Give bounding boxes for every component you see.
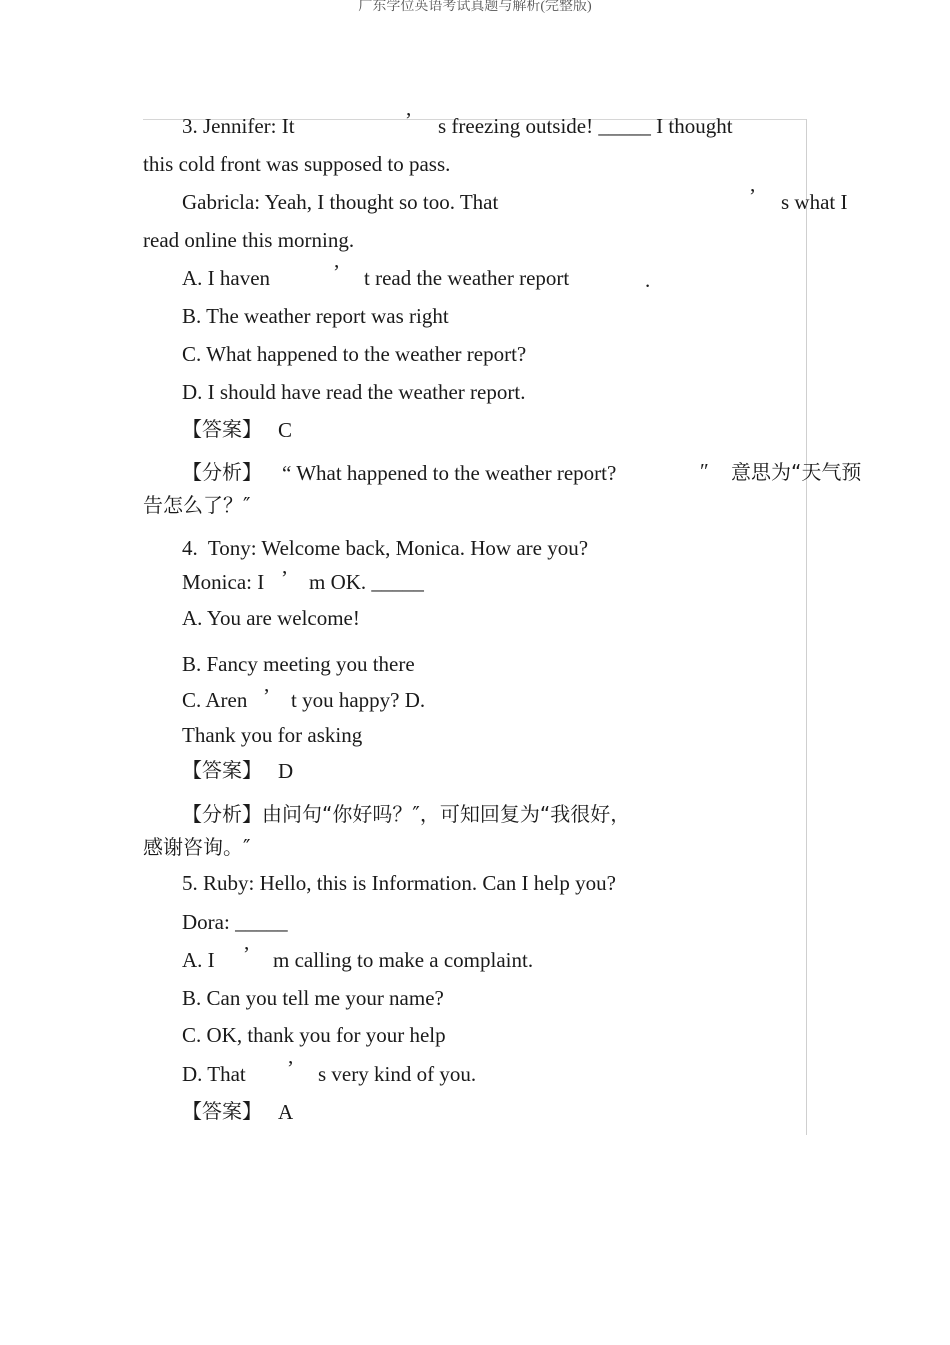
q4-line1: 4. Tony: Welcome back, Monica. How are you?: [182, 536, 589, 560]
q5-option-d-apostrophe: ’: [287, 1056, 294, 1080]
q3-analysis-meaning: 意思为“天气预: [731, 460, 862, 484]
q5-option-a-apostrophe: ’: [243, 942, 250, 966]
q4-line2-start: Monica: I: [182, 570, 265, 594]
q4-analysis-text: 由问句“你好吗？″，可知回复为“我很好，: [262, 802, 631, 826]
q5-line1: 5. Ruby: Hello, this is Information. Can I help you?: [182, 871, 616, 895]
q3-line1-end: s freezing outside! _____ I thought: [438, 114, 733, 138]
q3-analysis-continued: 告怎么了？″: [143, 493, 251, 517]
q5-option-d-start: D. That: [182, 1062, 246, 1086]
q3-option-d: D. I should have read the weather report.: [182, 380, 526, 404]
q5-option-a-end: m calling to make a complaint.: [273, 948, 534, 972]
q3-option-a-dot: .: [645, 268, 651, 292]
q3-line1-start: 3. Jennifer: It: [182, 114, 295, 138]
q4-option-c-end: t you happy? D.: [291, 688, 426, 712]
q3-answer-label: 【答案】: [182, 417, 262, 441]
q3-option-a-start: A. I haven: [182, 266, 271, 290]
q4-answer-label: 【答案】: [182, 758, 262, 782]
q3-option-c: C. What happened to the weather report?: [182, 342, 527, 366]
q3-analysis-quote: “ What happened to the weather report?: [282, 461, 617, 485]
q5-line2: Dora: _____: [182, 910, 288, 934]
q4-line2-apostrophe: ’: [281, 566, 288, 590]
q3-analysis-label: 【分析】: [182, 460, 262, 484]
frame-right-border: [806, 119, 807, 1135]
q3-line1-apostrophe: ’: [405, 108, 412, 132]
q3-option-b: B. The weather report was right: [182, 304, 449, 328]
q3-answer: C: [278, 418, 293, 442]
q4-option-c-start: C. Aren: [182, 688, 248, 712]
q5-option-c: C. OK, thank you for your help: [182, 1023, 446, 1047]
q3-line3-apostrophe: ’: [749, 184, 756, 208]
q5-answer-label: 【答案】: [182, 1099, 262, 1123]
q4-option-a: A. You are welcome!: [182, 606, 360, 630]
q4-option-b: B. Fancy meeting you there: [182, 652, 415, 676]
page-header: 广东学位英语考试真题与解析(完整版): [358, 0, 592, 14]
q4-analysis: [182, 802, 630, 826]
q4-answer: D: [278, 759, 294, 783]
q3-option-a-end: t read the weather report: [364, 266, 570, 290]
q4-option-c-apostrophe: ’: [263, 684, 270, 708]
q4-option-d: Thank you for asking: [182, 723, 363, 747]
q4-analysis-continued: 感谢咨询。″: [143, 835, 251, 859]
q5-answer: A: [278, 1100, 294, 1124]
q3-line3-start: Gabricla: Yeah, I thought so too. That: [182, 190, 499, 214]
q3-line4: read online this morning.: [143, 228, 355, 252]
q3-analysis-close-quote: ″: [700, 459, 709, 483]
q4-analysis-label: 【分析】: [182, 802, 262, 826]
q3-line2: this cold front was supposed to pass.: [143, 152, 451, 176]
q4-line2-end: m OK. _____: [309, 570, 424, 594]
q5-option-a-start: A. I: [182, 948, 215, 972]
q3-line3-end: s what I: [781, 190, 848, 214]
q5-option-b: B. Can you tell me your name?: [182, 986, 444, 1010]
q5-option-d-end: s very kind of you.: [318, 1062, 477, 1086]
q3-option-a-apostrophe: ’: [333, 260, 340, 284]
